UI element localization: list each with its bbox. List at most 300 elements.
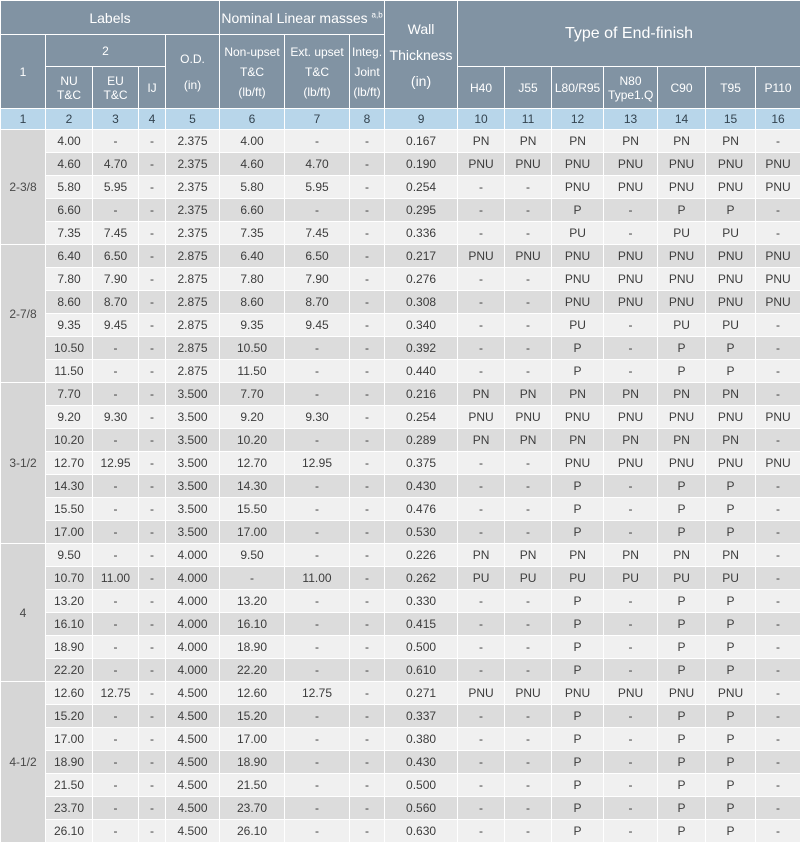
table-cell: P — [706, 521, 756, 544]
table-cell: 0.500 — [385, 636, 458, 659]
table-cell: 23.70 — [46, 797, 93, 820]
table-cell: 7.90 — [285, 268, 350, 291]
table-cell: 2.375 — [166, 153, 220, 176]
column-number: 15 — [706, 109, 756, 130]
ext-upset-header — [285, 35, 350, 109]
table-cell: - — [756, 590, 800, 613]
table-cell: 6.40 — [220, 245, 285, 268]
table-cell: 4.000 — [166, 544, 220, 567]
table-cell: 4.500 — [166, 682, 220, 705]
table-cell: - — [93, 475, 139, 498]
table-cell: - — [505, 820, 552, 843]
table-cell: 7.80 — [220, 268, 285, 291]
table-cell: 12.60 — [46, 682, 93, 705]
table-cell: - — [350, 291, 385, 314]
table-cell: 17.00 — [220, 521, 285, 544]
table-cell: - — [350, 567, 385, 590]
table-cell: PN — [706, 130, 756, 153]
labels-header: Labels — [1, 1, 220, 35]
table-cell: 10.70 — [46, 567, 93, 590]
table-row — [1, 498, 800, 521]
non-upset-unit: (lb/ft) — [238, 84, 266, 99]
integ-joint-header — [350, 35, 385, 109]
table-row — [1, 406, 800, 429]
table-row — [1, 521, 800, 544]
table-cell: P — [658, 636, 706, 659]
table-cell: P — [658, 475, 706, 498]
table-cell: 0.190 — [385, 153, 458, 176]
table-cell: P — [658, 590, 706, 613]
table-cell: - — [604, 314, 658, 337]
table-row — [1, 153, 800, 176]
od-label: O.D. — [180, 51, 205, 66]
table-cell: 0.430 — [385, 751, 458, 774]
column-number: 3 — [93, 109, 139, 130]
table-cell: 10.50 — [46, 337, 93, 360]
table-cell: 7.70 — [46, 383, 93, 406]
table-row — [1, 291, 800, 314]
table-row — [1, 774, 800, 797]
table-cell: - — [756, 199, 800, 222]
size-group-label: 3-1/2 — [1, 383, 46, 544]
table-cell: - — [285, 774, 350, 797]
table-cell: - — [139, 429, 166, 452]
table-cell: - — [93, 774, 139, 797]
table-cell: 0.254 — [385, 176, 458, 199]
table-cell: P — [658, 751, 706, 774]
table-cell: - — [350, 314, 385, 337]
table-cell: 4.000 — [166, 590, 220, 613]
table-cell: 0.254 — [385, 406, 458, 429]
table-cell: P — [658, 705, 706, 728]
table-cell: - — [93, 659, 139, 682]
table-cell: - — [350, 751, 385, 774]
table-cell: P — [706, 337, 756, 360]
table-cell: 2.875 — [166, 314, 220, 337]
grade-t95-header: T95 — [706, 67, 756, 109]
table-cell: - — [458, 659, 505, 682]
table-cell: 10.20 — [220, 429, 285, 452]
table-cell: P — [658, 797, 706, 820]
table-cell: 6.60 — [220, 199, 285, 222]
table-cell: - — [756, 429, 800, 452]
table-cell: - — [505, 636, 552, 659]
table-cell: PU — [706, 314, 756, 337]
wall-thickness-header — [385, 1, 458, 109]
table-row — [1, 314, 800, 337]
table-cell: - — [139, 452, 166, 475]
table-cell: PNU — [756, 153, 800, 176]
table-cell: - — [139, 774, 166, 797]
table-cell: 18.90 — [46, 751, 93, 774]
table-cell: PNU — [505, 153, 552, 176]
table-cell: - — [604, 337, 658, 360]
table-row — [1, 682, 800, 705]
table-cell: 10.50 — [220, 337, 285, 360]
table-cell: - — [350, 383, 385, 406]
table-cell: - — [285, 659, 350, 682]
table-cell: PNU — [706, 682, 756, 705]
column-number: 4 — [139, 109, 166, 130]
table-cell: 0.430 — [385, 475, 458, 498]
table-row — [1, 820, 800, 843]
table-cell: P — [706, 498, 756, 521]
table-cell: PN — [505, 130, 552, 153]
table-cell: 6.40 — [46, 245, 93, 268]
table-cell: 17.00 — [46, 521, 93, 544]
table-row — [1, 337, 800, 360]
table-cell: - — [139, 521, 166, 544]
table-cell: 10.20 — [46, 429, 93, 452]
table-cell: 0.560 — [385, 797, 458, 820]
table-cell: PN — [458, 544, 505, 567]
table-cell: 17.00 — [220, 728, 285, 751]
table-cell: 5.95 — [93, 176, 139, 199]
table-cell: 18.90 — [220, 636, 285, 659]
od-unit: (in) — [183, 77, 202, 92]
table-cell: PN — [706, 544, 756, 567]
table-cell: PN — [552, 429, 604, 452]
table-cell: 3.500 — [166, 498, 220, 521]
table-cell: - — [458, 613, 505, 636]
table-cell: - — [458, 797, 505, 820]
table-cell: P — [706, 705, 756, 728]
table-cell: PN — [505, 544, 552, 567]
table-cell: - — [350, 406, 385, 429]
table-cell: PNU — [658, 245, 706, 268]
table-cell: - — [139, 682, 166, 705]
table-cell: 4.70 — [93, 153, 139, 176]
table-cell: - — [350, 222, 385, 245]
grade-j55-header: J55 — [505, 67, 552, 109]
table-cell: 15.50 — [220, 498, 285, 521]
table-cell: - — [139, 222, 166, 245]
col1-header: 1 — [1, 35, 46, 109]
table-cell: - — [756, 567, 800, 590]
table-cell: PNU — [604, 268, 658, 291]
table-cell: - — [350, 636, 385, 659]
table-cell: PNU — [552, 153, 604, 176]
table-cell: - — [756, 659, 800, 682]
table-cell: 0.610 — [385, 659, 458, 682]
table-cell: - — [285, 751, 350, 774]
table-cell: PN — [604, 130, 658, 153]
table-cell: - — [350, 268, 385, 291]
table-cell: - — [458, 337, 505, 360]
table-cell: - — [604, 590, 658, 613]
table-cell: 3.500 — [166, 475, 220, 498]
table-cell: - — [285, 475, 350, 498]
table-cell: - — [350, 705, 385, 728]
table-cell: 2.375 — [166, 199, 220, 222]
table-cell: 0.216 — [385, 383, 458, 406]
table-cell: - — [93, 498, 139, 521]
table-cell: PN — [658, 130, 706, 153]
table-cell: - — [756, 475, 800, 498]
column-number: 14 — [658, 109, 706, 130]
table-cell: - — [139, 130, 166, 153]
table-cell: - — [285, 130, 350, 153]
table-cell: - — [93, 797, 139, 820]
table-cell: P — [706, 774, 756, 797]
table-cell: PNU — [552, 291, 604, 314]
table-cell: PNU — [658, 176, 706, 199]
table-cell: 9.20 — [220, 406, 285, 429]
table-cell: 0.500 — [385, 774, 458, 797]
column-number: 7 — [285, 109, 350, 130]
table-cell: 8.60 — [46, 291, 93, 314]
table-cell: PN — [658, 429, 706, 452]
table-row — [1, 222, 800, 245]
table-cell: - — [505, 705, 552, 728]
table-cell: PU — [658, 222, 706, 245]
table-cell: 3.500 — [166, 452, 220, 475]
table-cell: - — [505, 498, 552, 521]
table-cell: PN — [658, 544, 706, 567]
table-cell: - — [350, 728, 385, 751]
table-cell: - — [458, 475, 505, 498]
table-cell: - — [604, 636, 658, 659]
table-cell: 9.50 — [46, 544, 93, 567]
table-cell: - — [139, 820, 166, 843]
table-cell: 6.50 — [285, 245, 350, 268]
table-cell: P — [706, 360, 756, 383]
table-cell: - — [756, 613, 800, 636]
table-cell: 26.10 — [46, 820, 93, 843]
table-cell: PN — [706, 429, 756, 452]
table-cell: - — [285, 728, 350, 751]
ij-header: IJ — [139, 67, 166, 109]
table-cell: - — [285, 383, 350, 406]
table-cell: - — [285, 544, 350, 567]
table-cell: 2.875 — [166, 360, 220, 383]
table-cell: - — [285, 613, 350, 636]
table-cell: PNU — [706, 176, 756, 199]
table-row — [1, 636, 800, 659]
table-cell: - — [139, 728, 166, 751]
size-group-label: 4 — [1, 544, 46, 682]
table-cell: 0.217 — [385, 245, 458, 268]
table-cell: - — [756, 314, 800, 337]
table-cell: - — [285, 429, 350, 452]
column-number: 5 — [166, 109, 220, 130]
column-number: 10 — [458, 109, 505, 130]
table-cell: - — [458, 360, 505, 383]
table-cell: - — [350, 153, 385, 176]
table-cell: 2.875 — [166, 291, 220, 314]
table-cell: PNU — [505, 682, 552, 705]
nu-tc-header: NU T&C — [46, 67, 93, 109]
table-cell: PNU — [552, 682, 604, 705]
table-cell: - — [505, 176, 552, 199]
table-cell: 4.000 — [166, 659, 220, 682]
table-cell: - — [139, 590, 166, 613]
table-cell: PNU — [756, 176, 800, 199]
grade-h40-header: H40 — [458, 67, 505, 109]
table-cell: PN — [604, 429, 658, 452]
column-number: 8 — [350, 109, 385, 130]
table-cell: - — [139, 498, 166, 521]
integ-joint-label: Integ. Joint — [352, 44, 383, 79]
table-cell: - — [505, 337, 552, 360]
table-cell: - — [350, 774, 385, 797]
table-cell: - — [505, 199, 552, 222]
eu-tc-header: EU T&C — [93, 67, 139, 109]
integ-joint-unit: (lb/ft) — [353, 84, 381, 99]
table-cell: 0.167 — [385, 130, 458, 153]
table-row — [1, 452, 800, 475]
table-cell: PNU — [658, 291, 706, 314]
table-cell: 7.80 — [46, 268, 93, 291]
table-cell: - — [139, 567, 166, 590]
table-cell: 7.70 — [220, 383, 285, 406]
column-number: 1 — [1, 109, 46, 130]
table-cell: 4.500 — [166, 728, 220, 751]
table-cell: - — [285, 590, 350, 613]
table-cell: P — [552, 797, 604, 820]
table-cell: 14.30 — [220, 475, 285, 498]
table-cell: 0.262 — [385, 567, 458, 590]
table-cell: - — [756, 774, 800, 797]
table-cell: PU — [604, 567, 658, 590]
table-cell: 9.45 — [93, 314, 139, 337]
size-group-label: 4-1/2 — [1, 682, 46, 843]
table-cell: - — [350, 613, 385, 636]
table-cell: PN — [658, 383, 706, 406]
table-cell: - — [350, 521, 385, 544]
table-cell: 12.75 — [285, 682, 350, 705]
table-cell: - — [756, 682, 800, 705]
table-cell: 12.75 — [93, 682, 139, 705]
table-cell: 11.50 — [46, 360, 93, 383]
table-row — [1, 199, 800, 222]
table-cell: - — [139, 199, 166, 222]
table-cell: P — [658, 774, 706, 797]
table-cell: P — [552, 728, 604, 751]
table-cell: - — [285, 820, 350, 843]
table-cell: 15.20 — [46, 705, 93, 728]
table-cell: 12.60 — [220, 682, 285, 705]
table-cell: - — [93, 636, 139, 659]
table-cell: PU — [552, 567, 604, 590]
table-cell: - — [756, 820, 800, 843]
table-cell: - — [350, 199, 385, 222]
table-cell: - — [756, 521, 800, 544]
table-cell: 7.90 — [93, 268, 139, 291]
table-cell: PNU — [706, 245, 756, 268]
table-cell: - — [458, 521, 505, 544]
column-number: 16 — [756, 109, 800, 130]
table-cell: - — [139, 544, 166, 567]
table-cell: 4.000 — [166, 613, 220, 636]
table-cell: P — [658, 498, 706, 521]
table-cell: - — [756, 337, 800, 360]
table-cell: - — [139, 705, 166, 728]
table-cell: 16.10 — [46, 613, 93, 636]
table-cell: - — [505, 222, 552, 245]
table-body — [1, 130, 800, 843]
table-cell: - — [604, 728, 658, 751]
table-cell: 0.295 — [385, 199, 458, 222]
table-cell: P — [552, 659, 604, 682]
table-cell: - — [93, 383, 139, 406]
table-cell: 4.500 — [166, 774, 220, 797]
table-cell: 4.70 — [285, 153, 350, 176]
table-cell: - — [350, 475, 385, 498]
table-cell: 2.375 — [166, 222, 220, 245]
grade-n80-header: N80 Type1.Q — [604, 67, 658, 109]
table-cell: P — [552, 498, 604, 521]
table-cell: 18.90 — [46, 636, 93, 659]
table-cell: 0.476 — [385, 498, 458, 521]
table-cell: - — [505, 590, 552, 613]
table-cell: - — [285, 199, 350, 222]
table-cell: PU — [505, 567, 552, 590]
column-number: 6 — [220, 109, 285, 130]
grade-p110-header: P110 — [756, 67, 800, 109]
table-row — [1, 590, 800, 613]
table-row — [1, 383, 800, 406]
table-cell: PN — [604, 544, 658, 567]
table-cell: P — [658, 337, 706, 360]
table-cell: 12.95 — [93, 452, 139, 475]
table-cell: P — [658, 659, 706, 682]
table-cell: - — [756, 130, 800, 153]
table-cell: - — [93, 728, 139, 751]
table-cell: PN — [552, 130, 604, 153]
table-cell: PNU — [706, 153, 756, 176]
table-cell: - — [604, 613, 658, 636]
table-cell: 13.20 — [46, 590, 93, 613]
table-cell: - — [93, 130, 139, 153]
table-cell: P — [658, 521, 706, 544]
table-cell: PNU — [756, 452, 800, 475]
table-cell: P — [706, 728, 756, 751]
table-row — [1, 613, 800, 636]
wall-thickness-unit: (in) — [410, 72, 432, 89]
table-cell: P — [706, 475, 756, 498]
column-number: 13 — [604, 109, 658, 130]
table-cell: PU — [658, 314, 706, 337]
table-cell: P — [706, 636, 756, 659]
table-cell: - — [505, 613, 552, 636]
table-cell: - — [604, 797, 658, 820]
table-row — [1, 429, 800, 452]
table-cell: - — [505, 728, 552, 751]
table-cell: - — [505, 291, 552, 314]
table-cell: - — [458, 268, 505, 291]
table-cell: 26.10 — [220, 820, 285, 843]
table-row — [1, 360, 800, 383]
table-cell: 8.70 — [285, 291, 350, 314]
labels-sub-header: 2 — [46, 35, 166, 67]
nominal-masses-header — [220, 1, 385, 35]
table-cell: 0.276 — [385, 268, 458, 291]
table-cell: - — [604, 475, 658, 498]
table-cell: 0.415 — [385, 613, 458, 636]
table-cell: 15.50 — [46, 498, 93, 521]
table-cell: PN — [505, 383, 552, 406]
table-cell: 2.375 — [166, 176, 220, 199]
table-cell: PN — [458, 130, 505, 153]
table-cell: - — [285, 360, 350, 383]
table-cell: - — [139, 613, 166, 636]
table-cell: 0.337 — [385, 705, 458, 728]
table-cell: P — [552, 521, 604, 544]
table-cell: - — [93, 360, 139, 383]
column-number: 12 — [552, 109, 604, 130]
table-cell: 21.50 — [46, 774, 93, 797]
